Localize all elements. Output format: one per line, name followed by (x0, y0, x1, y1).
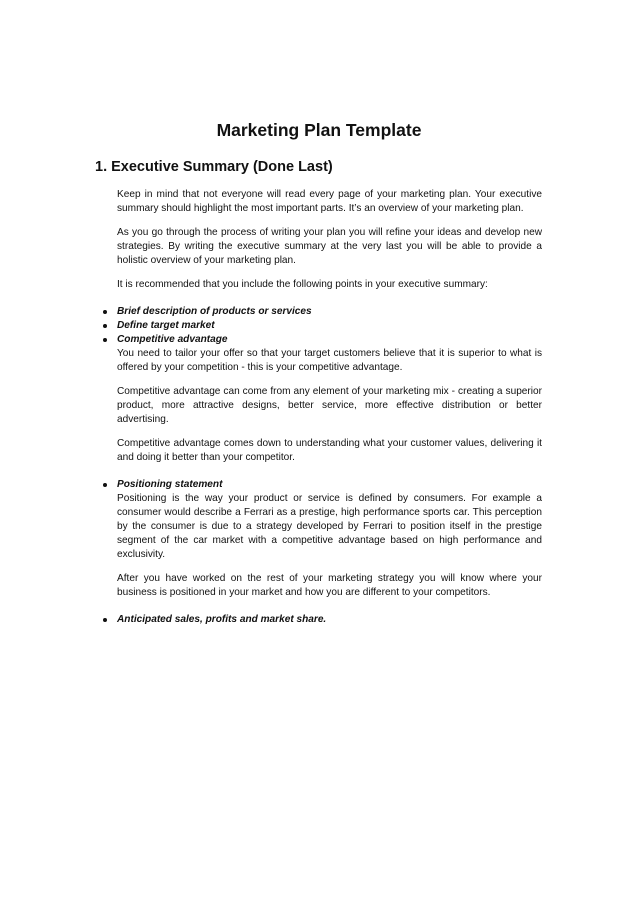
bullet-label: Brief description of products or services (117, 306, 312, 317)
bullet-item (117, 613, 542, 627)
section-body (117, 188, 542, 627)
bullet-item (117, 333, 542, 347)
bullet-paragraph: Competitive advantage comes down to understanding what your customer values, delivering it and doing it better than your competitor. (117, 438, 542, 463)
intro-paragraph: It is recommended that you include the following points in your executive summary: (117, 279, 488, 290)
bullet-dot-icon (103, 483, 107, 487)
document-title: Marketing Plan Template (216, 120, 422, 140)
bullet-paragraph: You need to tailor your offer so that your target customers believe that it is superior to what is offered by your competition - this is your competitive advantage. (117, 348, 542, 373)
bullet-paragraph: Positioning is the way your product or service is defined by consumers. For example a consumer would describe a Ferrari as a prestige, high performance sports car. This perception by the consumer is due to a strategy developed by Ferrari to position itself in the prestige segment of the car market with a competitive advantage based on high performance and exclusivity. (117, 493, 542, 560)
bullet-label: Positioning statement (117, 479, 223, 490)
bullet-label: Competitive advantage (117, 334, 228, 345)
bullet-item (117, 305, 542, 319)
bullet-paragraph: After you have worked on the rest of your marketing strategy you will know where your business is positioned in your market and how you are different to your competitors. (117, 573, 542, 598)
bullet-label: Anticipated sales, profits and market share. (117, 614, 327, 625)
bullet-item (117, 319, 542, 333)
intro-paragraph: Keep in mind that not everyone will read every page of your marketing plan. Your executive summary should highlight the most important parts. It’s an overview of your marketing plan. (117, 189, 542, 214)
intro-paragraph: As you go through the process of writing your plan you will refine your ideas and develop new strategies. By writing the executive summary at the very last you will be able to provide a holistic overview of your marketing plan. (117, 227, 542, 266)
bullet-paragraph: Competitive advantage can come from any element of your marketing mix - creating a superior product, more attractive designs, better service, more effective distribution or better advertising. (117, 386, 542, 425)
bullet-dot-icon (103, 310, 107, 314)
bullet-label: Define target market (117, 320, 215, 331)
section-heading: 1. Executive Summary (Done Last) (95, 159, 333, 175)
bullet-item (117, 478, 542, 492)
bullet-dot-icon (103, 338, 107, 342)
bullet-dot-icon (103, 618, 107, 622)
bullet-dot-icon (103, 324, 107, 328)
